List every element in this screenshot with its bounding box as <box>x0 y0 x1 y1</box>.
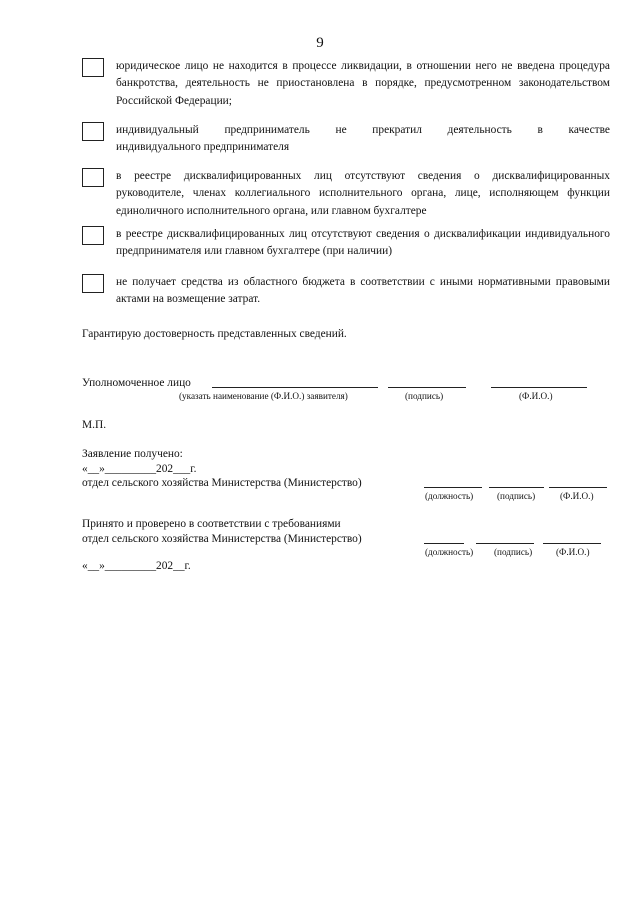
authorized-person-label: Уполномоченное лицо <box>82 377 191 389</box>
checkbox-item-text-line1: индивидуальный предприниматель не прекратил деятельность в качестве <box>116 124 610 136</box>
guarantee-statement: Гарантирую достоверность представленных сведений. <box>82 328 347 340</box>
checked-position-hint: (должность) <box>425 547 474 557</box>
checkbox[interactable] <box>82 168 104 187</box>
checkbox-item-no-disqualified-heads <box>82 168 610 220</box>
checkbox-item-text: в реестре дисквалифицированных лиц отсутствуют сведения о дисквалифицированных руководителе, членах коллегиального исполнительного органа, лице, исполняющем функции единоличного исполнительного органа, или главном бухгалтере <box>116 170 610 217</box>
checked-fio-hint: (Ф.И.О.) <box>556 547 590 557</box>
checkbox-item-entrepreneur-active <box>82 122 610 157</box>
checkbox[interactable] <box>82 226 104 245</box>
page-number: 9 <box>316 35 324 51</box>
checked-signature-line[interactable] <box>476 543 534 544</box>
authorized-name-line[interactable] <box>212 387 378 388</box>
received-heading: Заявление получено: <box>82 448 183 460</box>
checkbox-item-text: в реестре дисквалифицированных лиц отсутствуют сведения о дисквалификации индивидуального предпринимателя или главном бухгалтере (при наличии) <box>116 228 610 258</box>
stamp-label: М.П. <box>82 419 107 431</box>
checkbox[interactable] <box>82 122 104 141</box>
authorized-fio-hint: (Ф.И.О.) <box>519 391 553 401</box>
received-signature-hint: (подпись) <box>497 491 536 501</box>
checkbox-item-text <box>116 122 610 157</box>
checkbox[interactable] <box>82 58 104 77</box>
checkbox-item-no-budget-funds <box>82 274 610 309</box>
checked-position-line[interactable] <box>424 543 464 544</box>
checked-heading: Принято и проверено в соответствии с требованиями <box>82 518 341 530</box>
authorized-name-hint: (указать наименование (Ф.И.О.) заявителя) <box>179 391 348 401</box>
received-fio-line[interactable] <box>549 487 607 488</box>
checked-signature-hint: (подпись) <box>494 547 533 557</box>
received-date: «__»_________202___г. <box>82 463 197 475</box>
received-fio-hint: (Ф.И.О.) <box>560 491 594 501</box>
checked-date: «__»_________202__г. <box>82 560 191 572</box>
checked-department: отдел сельского хозяйства Министерства (Министерство) <box>82 533 362 545</box>
checkbox-item-not-liquidated <box>82 58 610 110</box>
received-position-hint: (должность) <box>425 491 474 501</box>
received-department: отдел сельского хозяйства Министерства (Министерство) <box>82 477 362 489</box>
checked-fio-line[interactable] <box>543 543 601 544</box>
checkbox-item-text: юридическое лицо не находится в процессе ликвидации, в отношении него не введена процедура банкротства, деятельность не приостановлена в порядке, предусмотренном законодательством Российской Федерации; <box>116 60 610 107</box>
checkbox-item-text-line2: индивидуального предпринимателя <box>116 141 290 154</box>
checkbox-item-no-disqualified-entrepreneur <box>82 226 610 261</box>
received-position-line[interactable] <box>424 487 482 488</box>
received-signature-line[interactable] <box>489 487 544 488</box>
checkbox-item-text: не получает средства из областного бюджета в соответствии с иными нормативными правовыми актами на возмещение затрат. <box>116 276 610 306</box>
checkbox[interactable] <box>82 274 104 293</box>
authorized-signature-line[interactable] <box>388 387 466 388</box>
authorized-fio-line[interactable] <box>491 387 587 388</box>
authorized-signature-hint: (подпись) <box>405 391 444 401</box>
